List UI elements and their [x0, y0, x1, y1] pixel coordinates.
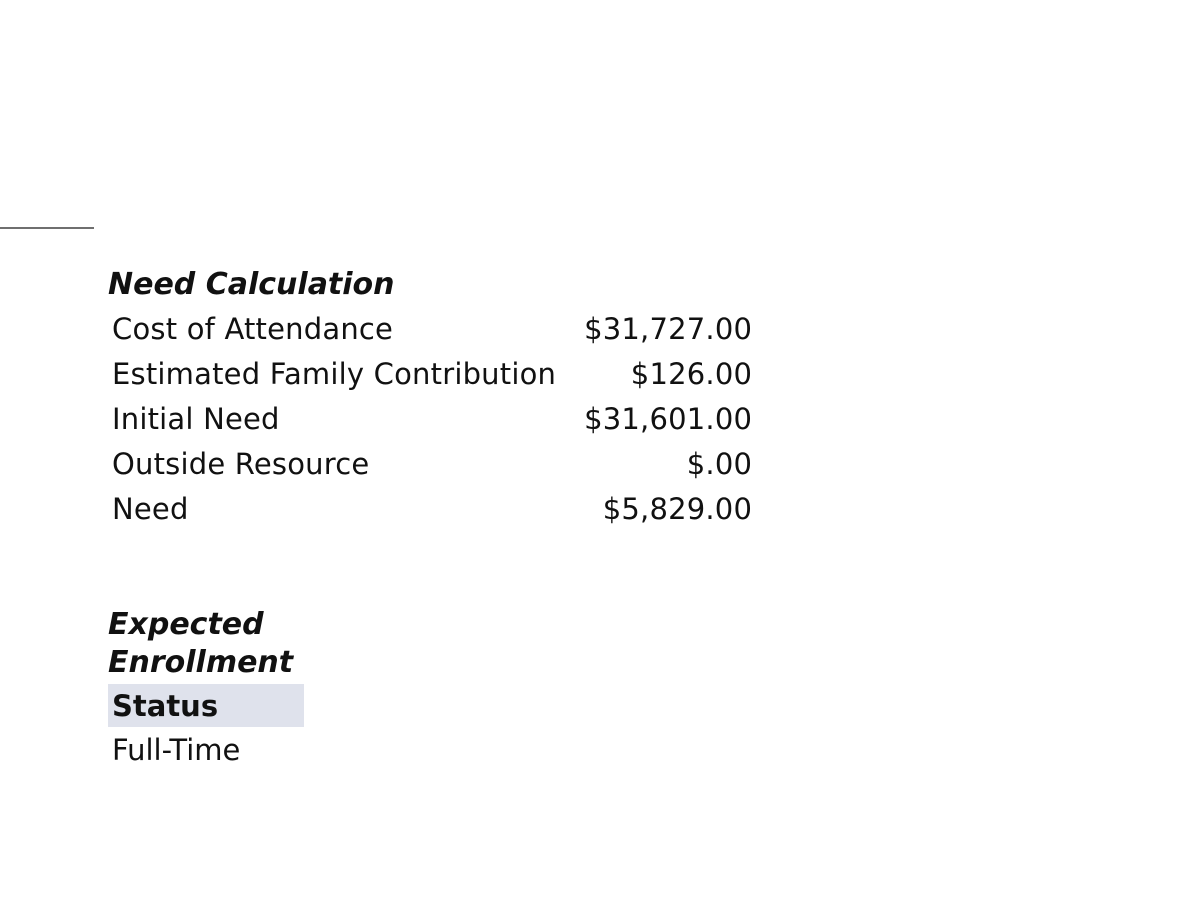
row-label: Cost of Attendance — [112, 311, 394, 346]
row-label: Need — [112, 491, 189, 526]
row-amount: $126.00 — [630, 356, 753, 391]
status-value: Full-Time — [112, 733, 241, 767]
table-row — [108, 306, 756, 351]
horizontal-divider — [0, 227, 94, 229]
table-row — [108, 351, 756, 396]
status-column-header: Status — [108, 684, 304, 727]
row-amount: $31,601.00 — [584, 401, 753, 436]
row-amount: $.00 — [686, 446, 753, 481]
expected-enrollment-title: Expected Enrollment — [108, 607, 294, 680]
need-calculation-title: Need Calculation — [108, 267, 395, 302]
table-row — [108, 486, 756, 531]
enrollment-status-table — [108, 684, 304, 773]
row-label: Estimated Family Contribution — [112, 356, 557, 391]
row-amount: $31,727.00 — [584, 311, 753, 346]
row-label: Outside Resource — [112, 446, 370, 481]
table-row — [108, 441, 756, 486]
need-calculation-table — [108, 306, 756, 531]
row-label: Initial Need — [112, 401, 280, 436]
table-header-row — [108, 684, 304, 727]
table-row — [108, 396, 756, 441]
table-row — [108, 727, 304, 773]
row-amount: $5,829.00 — [602, 491, 753, 526]
